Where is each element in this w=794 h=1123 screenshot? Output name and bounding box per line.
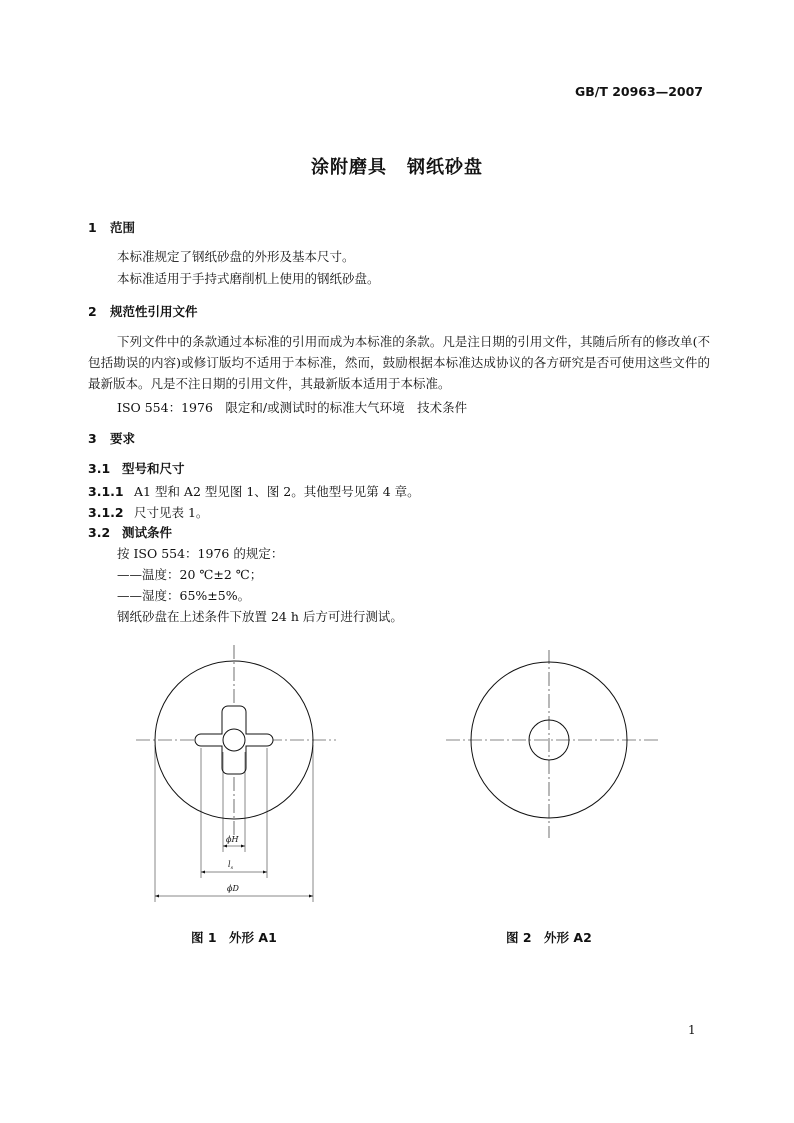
section-number: 2 — [88, 304, 97, 319]
humidity-condition: ——湿度：65%±5%。 — [117, 588, 251, 603]
section-2-heading — [88, 302, 198, 320]
clause-3-1-2 — [88, 503, 208, 521]
section-title: 测试条件 — [122, 525, 173, 540]
clause-text: 尺寸见表 1。 — [134, 505, 209, 520]
paragraph: 钢纸砂盘在上述条件下放置 24 h 后方可进行测试。 — [117, 609, 403, 624]
paragraph: 按 ISO 554：1976 的规定： — [117, 546, 284, 561]
title-part-2: 钢纸砂盘 — [407, 157, 483, 178]
document-title — [0, 153, 794, 179]
normative-reference: ISO 554：1976 限定和/或测试时的标准大气环境 技术条件 — [117, 400, 468, 415]
section-number: 3 — [88, 431, 97, 446]
clause-number: 3.1.1 — [88, 484, 124, 499]
dim-label-d: ϕD — [227, 884, 239, 893]
standard-number: GB/T 20963—2007 — [574, 84, 703, 99]
figure-2-caption: 图 2 外形 A2 — [506, 930, 592, 945]
section-1-heading — [88, 218, 135, 236]
paragraph: 下列文件中的条款通过本标准的引用而成为本标准的条款。凡是注日期的引用文件，其随后所有的修改单(不包括勘误的内容)或修订版均不适用于本标准，然而，鼓励根据本标准达成协议的各方研究是否可使用这些文件的最新版本。凡是不注日期的引用文件，其最新版本适用于本标准。 — [88, 334, 710, 391]
dim-label-h: ϕH — [226, 835, 239, 844]
paragraph: 本标准规定了钢纸砂盘的外形及基本尺寸。 — [117, 249, 355, 264]
section-number: 1 — [88, 220, 97, 235]
temperature-condition: ——温度：20 ℃±2 ℃； — [117, 567, 263, 582]
cross-shaped-arbor-hole — [195, 706, 273, 774]
paragraph: 本标准适用于手持式磨削机上使用的钢纸砂盘。 — [117, 271, 380, 286]
subsection-3-1-heading — [88, 459, 185, 477]
subsection-3-2-heading — [88, 523, 172, 541]
figure-2-drawing — [435, 640, 665, 850]
clause-number: 3.1.2 — [88, 505, 124, 520]
section-title: 规范性引用文件 — [110, 304, 198, 319]
figure-1-drawing — [120, 630, 350, 920]
title-part-1: 涂附磨具 — [311, 157, 387, 178]
section-3-heading — [88, 429, 135, 447]
figure-1-caption: 图 1 外形 A1 — [191, 930, 277, 945]
section-title: 范围 — [110, 220, 136, 235]
clause-3-1-1 — [88, 482, 420, 500]
section-title: 型号和尺寸 — [122, 461, 185, 476]
page-number: 1 — [688, 1023, 696, 1037]
dim-label-l: $l_s$ — [228, 860, 234, 871]
clause-text: A1 型和 A2 型见图 1、图 2。其他型号见第 4 章。 — [134, 484, 420, 499]
section-number: 3.2 — [88, 525, 111, 540]
section-number: 3.1 — [88, 461, 111, 476]
section-title: 要求 — [110, 431, 136, 446]
